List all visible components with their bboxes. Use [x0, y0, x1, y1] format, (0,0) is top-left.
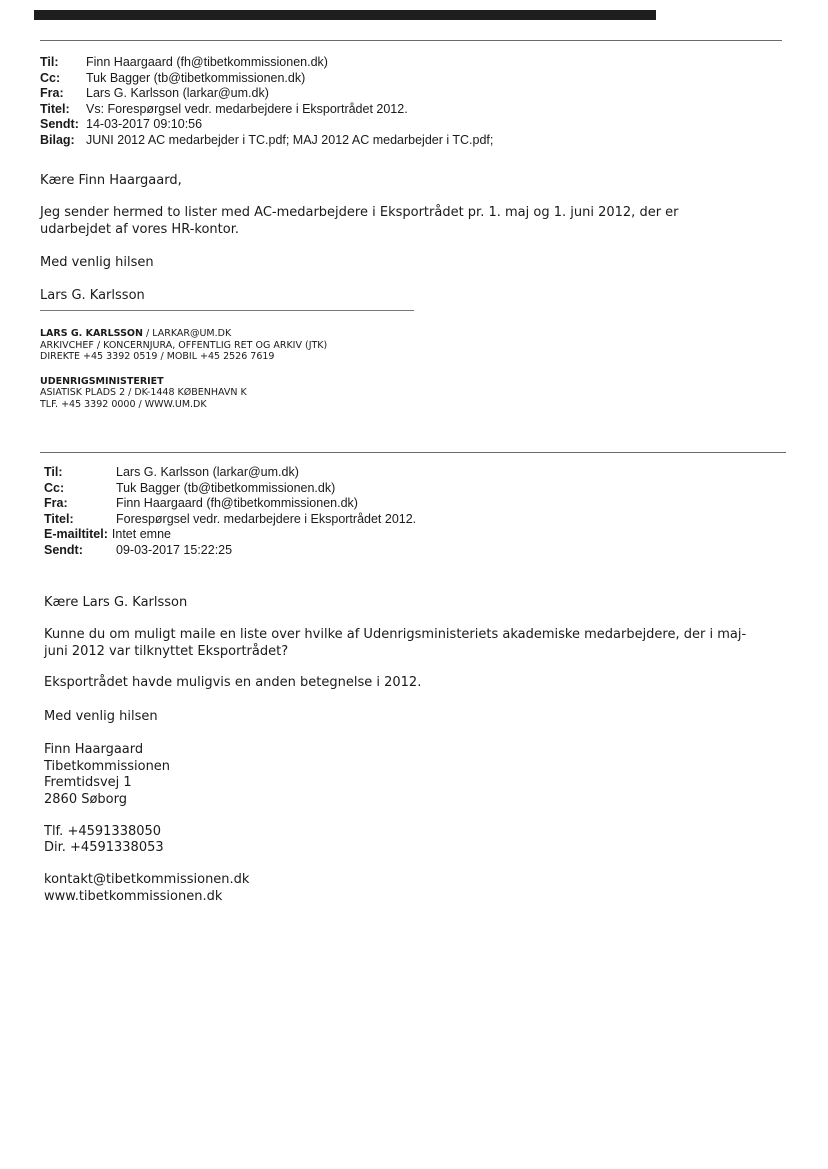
- signature-org: UDENRIGSMINISTERIET: [40, 375, 164, 387]
- signature-phones: DIREKTE +45 3392 0519 / MOBIL +45 2526 7619: [40, 351, 275, 362]
- greeting-1: Kære Finn Haargaard,: [40, 173, 182, 188]
- signature-title: ARKIVCHEF / KONCERNJURA, OFFENTLIG RET OG ARKIV (JTK): [40, 339, 328, 351]
- header-row-attachments: Bilag: JUNI 2012 AC medarbejder i TC.pdf; MAJ 2012 AC medarbejder i TC.pdf;: [40, 132, 494, 147]
- signature-address: ASIATISK PLADS 2 / DK-1448 KØBENHAVN K: [40, 387, 247, 398]
- header-row-to: Til: Finn Haargaard (fh@tibetkommissionen.dk): [40, 55, 328, 69]
- signature-contact: TLF. +45 3392 0000 / WWW.UM.DK: [40, 398, 207, 410]
- sender-2-city: 2860 Søborg: [44, 792, 127, 807]
- greeting-2: Kære Lars G. Karlsson: [44, 595, 188, 610]
- header-row-cc: Cc: Tuk Bagger (tb@tibetkommissionen.dk): [44, 480, 336, 495]
- header-row-subject: Titel: Forespørgsel vedr. medarbejdere i Eksportrådet 2012.: [44, 511, 417, 526]
- direct-phone-line: Dir. +4591338053: [44, 840, 164, 855]
- sender-name-1: Lars G. Karlsson: [40, 288, 145, 303]
- sender-2-name: Finn Haargaard: [44, 742, 144, 757]
- header-row-email-title: E-mailtitel: Intet emne: [44, 527, 171, 542]
- header-row-sent: Sendt: 09-03-2017 15:22:25: [44, 542, 233, 557]
- sender-2-org: Tibetkommissionen: [44, 759, 171, 774]
- closing-1: Med venlig hilsen: [40, 255, 154, 270]
- message-divider: [40, 452, 786, 453]
- body-1-line-1: Jeg sender hermed to lister med AC-medarbejdere i Eksportrådet pr. 1. maj og 1. juni 2012, der er: [40, 205, 679, 220]
- signature-name-line: LARS G. KARLSSON / LARKAR@UM.DK: [40, 328, 232, 339]
- website-link[interactable]: www.tibetkommissionen.dk: [44, 889, 223, 904]
- cc-value: Tuk Bagger (tb@tibetkommissionen.dk): [116, 480, 336, 495]
- email-header-2: [44, 465, 416, 559]
- cc-value: Tuk Bagger (tb@tibetkommissionen.dk): [86, 70, 306, 85]
- redacted-header-bar: [34, 10, 656, 20]
- from-value: Finn Haargaard (fh@tibetkommissionen.dk): [116, 496, 358, 511]
- body-2-line-3: Eksportrådet havde muligvis en anden betegnelse i 2012.: [44, 675, 422, 690]
- to-value: Finn Haargaard (fh@tibetkommissionen.dk): [86, 55, 328, 69]
- header-divider: [40, 40, 782, 41]
- header-row-from: Fra: Finn Haargaard (fh@tibetkommissionen.dk): [44, 496, 358, 511]
- email-header-1: [40, 55, 493, 149]
- header-row-sent: Sendt: 14-03-2017 09:10:56: [40, 117, 203, 132]
- header-row-from: Fra: Lars G. Karlsson (larkar@um.dk): [40, 86, 269, 101]
- closing-2: Med venlig hilsen: [44, 709, 158, 724]
- body-2-line-1: Kunne du om muligt maile en liste over hvilke af Udenrigsministeriets akademiske medarbejdere, der i maj-: [44, 627, 747, 642]
- attachments-value: JUNI 2012 AC medarbejder i TC.pdf; MAJ 2012 AC medarbejder i TC.pdf;: [86, 132, 494, 147]
- sent-value: 09-03-2017 15:22:25: [116, 542, 233, 557]
- from-value: Lars G. Karlsson (larkar@um.dk): [86, 86, 269, 101]
- body-2-line-2: juni 2012 var tilknyttet Eksportrådet?: [44, 644, 289, 659]
- signature-divider: [40, 310, 414, 311]
- header-row-to: Til: Lars G. Karlsson (larkar@um.dk): [44, 465, 299, 479]
- signature-block-1: [40, 328, 327, 410]
- header-row-cc: Cc: Tuk Bagger (tb@tibetkommissionen.dk): [40, 70, 306, 85]
- body-1-line-2: udarbejdet af vores HR-kontor.: [40, 222, 239, 237]
- phone-line: Tlf. +4591338050: [44, 824, 162, 839]
- email-title-value: Intet emne: [111, 527, 171, 542]
- email-link[interactable]: kontakt@tibetkommissionen.dk: [44, 872, 250, 887]
- subject-value: Vs: Forespørgsel vedr. medarbejdere i Eksportrådet 2012.: [86, 101, 408, 116]
- sent-value: 14-03-2017 09:10:56: [86, 117, 203, 132]
- subject-value: Forespørgsel vedr. medarbejdere i Eksportrådet 2012.: [116, 511, 417, 526]
- header-row-subject: Titel: Vs: Forespørgsel vedr. medarbejdere i Eksportrådet 2012.: [40, 101, 408, 116]
- sender-2-street: Fremtidsvej 1: [44, 775, 132, 790]
- to-value: Lars G. Karlsson (larkar@um.dk): [116, 465, 299, 479]
